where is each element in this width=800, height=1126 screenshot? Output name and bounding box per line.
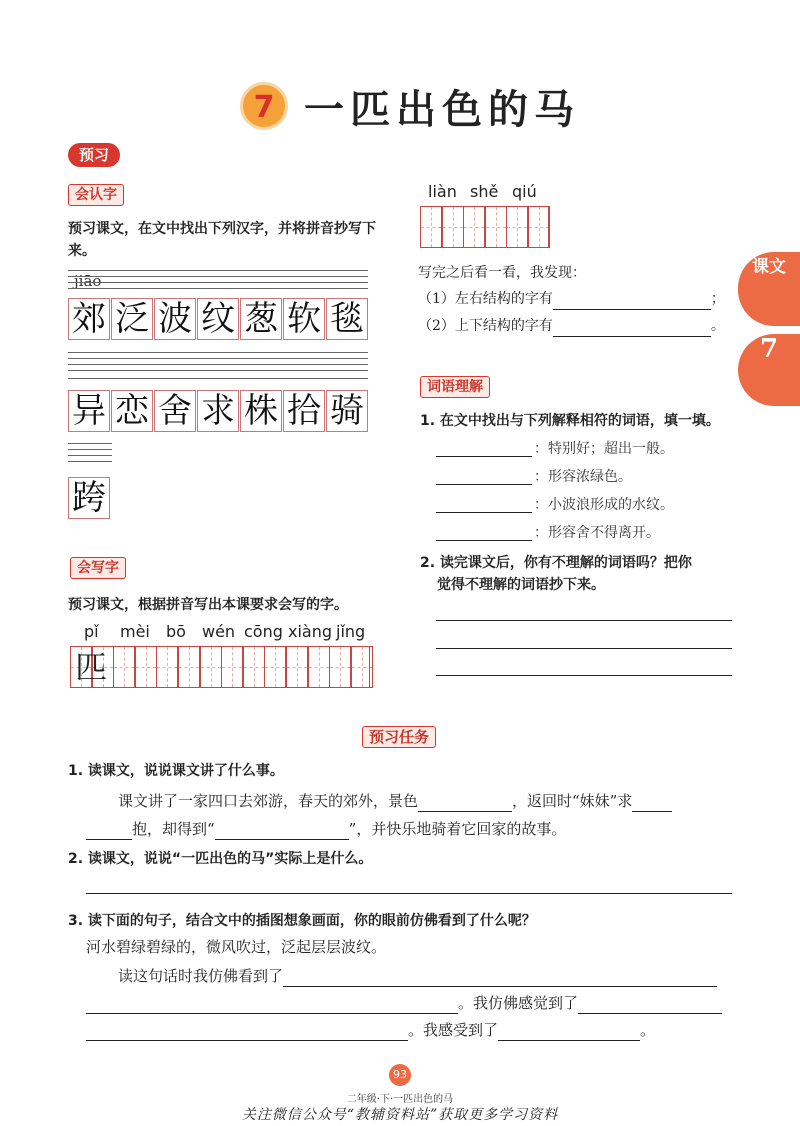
task-q1-answer-line1 — [118, 790, 672, 812]
page-title: 一匹出色的马 — [304, 86, 580, 133]
preview-badge: 预习 — [68, 143, 120, 167]
task-q1-text4: ”，并快乐地骑着它回家的故事。 — [348, 820, 567, 838]
discover-item2-label: （2）上下结构的字有 — [418, 318, 553, 334]
vocab-def-text: ：小波浪形成的水纹。 — [534, 497, 674, 513]
task-q1-blank3[interactable] — [86, 823, 132, 840]
vocab-def-blank[interactable] — [436, 512, 532, 513]
pinyin-writing-line[interactable] — [68, 449, 112, 450]
task-q2-answer-line[interactable] — [86, 893, 732, 894]
task-q1: 1. 读课文，说说课文讲了什么事。 — [68, 763, 284, 779]
recognize-char: 葱 — [240, 298, 282, 340]
footer-caption: 二年级·下·一匹出色的马 — [346, 1094, 454, 1105]
vocab-q2-line1: 2. 读完课文后，你有不理解的词语吗？把你 — [420, 555, 692, 571]
pinyin-writing-line[interactable] — [68, 443, 112, 444]
recognize-char: 软 — [283, 298, 325, 340]
task-q3-quote: 河水碧绿碧绿的，微风吹过，泛起层层波纹。 — [86, 938, 387, 956]
task-q2: 2. 读课文，说说“一匹出色的马”实际上是什么。 — [68, 851, 373, 867]
vocab-answer-line[interactable] — [436, 648, 732, 649]
vocab-def-blank[interactable] — [436, 484, 532, 485]
discover-item1-label: （1）左右结构的字有 — [418, 291, 553, 307]
recognize-char: 异 — [68, 390, 110, 432]
vocab-def-blank[interactable] — [436, 540, 532, 541]
task-q3: 3. 读下面的句子，结合文中的插图想象画面，你的眼前仿佛看到了什么呢？ — [68, 913, 536, 929]
side-tab-number: 7 — [738, 334, 800, 406]
discover-item1 — [418, 288, 725, 310]
pinyin-writing-line[interactable] — [68, 270, 368, 271]
write-pinyin: cōng — [244, 622, 283, 641]
task-q3-text1: 读这句话时我仿佛看到了 — [118, 967, 284, 985]
recognize-char: 泛 — [111, 298, 153, 340]
pinyin-writing-line[interactable] — [68, 276, 368, 277]
pinyin-writing-line[interactable] — [68, 461, 112, 462]
recognize-char: 波 — [154, 298, 196, 340]
discover-item1-blank[interactable] — [553, 293, 711, 310]
section-tag-vocab: 词语理解 — [420, 376, 490, 398]
discover-item2-blank[interactable] — [553, 320, 711, 337]
section-tag-write: 会写字 — [70, 557, 126, 579]
task-q3-line1 — [118, 965, 717, 987]
recognize-char: 骑 — [326, 390, 368, 432]
write-first-char: 匹 — [74, 648, 107, 686]
pinyin-writing-line[interactable] — [68, 352, 368, 353]
recognize-char: 毯 — [326, 298, 368, 340]
lesson-number-badge: 7 — [240, 82, 288, 130]
write-pinyin: xiàng — [288, 622, 333, 641]
task-q3-line2 — [86, 992, 722, 1014]
recognize-char: 纹 — [197, 298, 239, 340]
discover-item1-end: ； — [710, 291, 725, 307]
vocab-def-text: ：特别好；超出一般。 — [534, 441, 674, 457]
task-q1-blank2[interactable] — [632, 795, 672, 812]
pinyin-writing-line[interactable] — [68, 364, 368, 365]
vocab-answer-line[interactable] — [436, 620, 732, 621]
write-instruction: 预习课文，根据拼音写出本课要求会写的字。 — [68, 597, 348, 613]
pinyin-writing-line[interactable] — [68, 455, 112, 456]
recognize-char: 跨 — [68, 477, 110, 519]
right-pinyin: liàn — [428, 182, 457, 201]
write-pinyin: jǐng — [336, 622, 366, 641]
task-q1-text1: 课文讲了一家四口去郊游，春天的郊外，景色 — [118, 792, 419, 810]
task-q1-text3: 抱，却得到“ — [132, 820, 215, 838]
recognize-char: 求 — [197, 390, 239, 432]
write-pinyin: bō — [166, 622, 186, 641]
section-tag-tasks: 预习任务 — [362, 726, 436, 748]
discover-item2 — [418, 315, 725, 337]
task-q3-text3: 。我感受到了 — [408, 1021, 499, 1039]
task-q3-end: 。 — [640, 1021, 656, 1039]
side-tab-label: 课文 — [738, 252, 800, 326]
recognize-char: 拾 — [283, 390, 325, 432]
vocab-def-text: ：形容浓绿色。 — [534, 469, 632, 485]
task-q1-blank1[interactable] — [418, 795, 512, 812]
write-pinyin: pǐ — [84, 622, 99, 641]
task-q3-blank4[interactable] — [86, 1024, 408, 1041]
recognize-char: 恋 — [111, 390, 153, 432]
vocab-q2-line2: 觉得不理解的词语抄下来。 — [437, 577, 605, 593]
example-pinyin: jiāo — [74, 272, 102, 290]
vocab-def-text: ：形容舍不得离开。 — [534, 525, 660, 541]
write-pinyin: mèi — [120, 622, 150, 641]
task-q3-blank3[interactable] — [578, 997, 722, 1014]
pinyin-writing-line[interactable] — [68, 370, 368, 371]
right-pinyin: shě — [470, 182, 499, 201]
vocab-def-blank[interactable] — [436, 456, 532, 457]
page-number: 93 — [389, 1064, 411, 1086]
footer-watermark: 关注微信公众号“教辅资料站”获取更多学习资料 — [241, 1107, 559, 1123]
task-q3-blank5[interactable] — [498, 1024, 640, 1041]
pinyin-writing-line[interactable] — [68, 282, 368, 283]
task-q3-blank1[interactable] — [283, 970, 717, 987]
task-q3-blank2[interactable] — [86, 997, 458, 1014]
task-q1-blank4[interactable] — [215, 823, 349, 840]
vocab-answer-line[interactable] — [436, 675, 732, 676]
recognize-char: 舍 — [154, 390, 196, 432]
pinyin-writing-line[interactable] — [68, 288, 368, 289]
task-q1-text2: ，返回时“妹妹”求 — [512, 792, 633, 810]
discover-intro: 写完之后看一看，我发现： — [418, 265, 586, 281]
pinyin-writing-line[interactable] — [68, 378, 368, 379]
recognize-char: 株 — [240, 390, 282, 432]
discover-item2-end: 。 — [710, 318, 725, 334]
recognize-char: 郊 — [68, 298, 110, 340]
section-tag-recognize: 会认字 — [68, 184, 124, 206]
write-pinyin: wén — [202, 622, 236, 641]
task-q3-text2: 。我仿佛感觉到了 — [458, 994, 579, 1012]
pinyin-writing-line[interactable] — [68, 358, 368, 359]
right-pinyin: qiú — [512, 182, 537, 201]
right-grid-frame — [420, 206, 549, 248]
task-q3-line3 — [86, 1019, 655, 1041]
write-grid-frame — [70, 646, 370, 688]
recognize-instruction: 预习课文，在文中找出下列汉字，并将拼音抄写下来。 — [68, 221, 376, 259]
task-q1-answer-line2 — [86, 818, 566, 840]
vocab-q1: 1. 在文中找出与下列解释相符的词语，填一填。 — [420, 413, 720, 429]
